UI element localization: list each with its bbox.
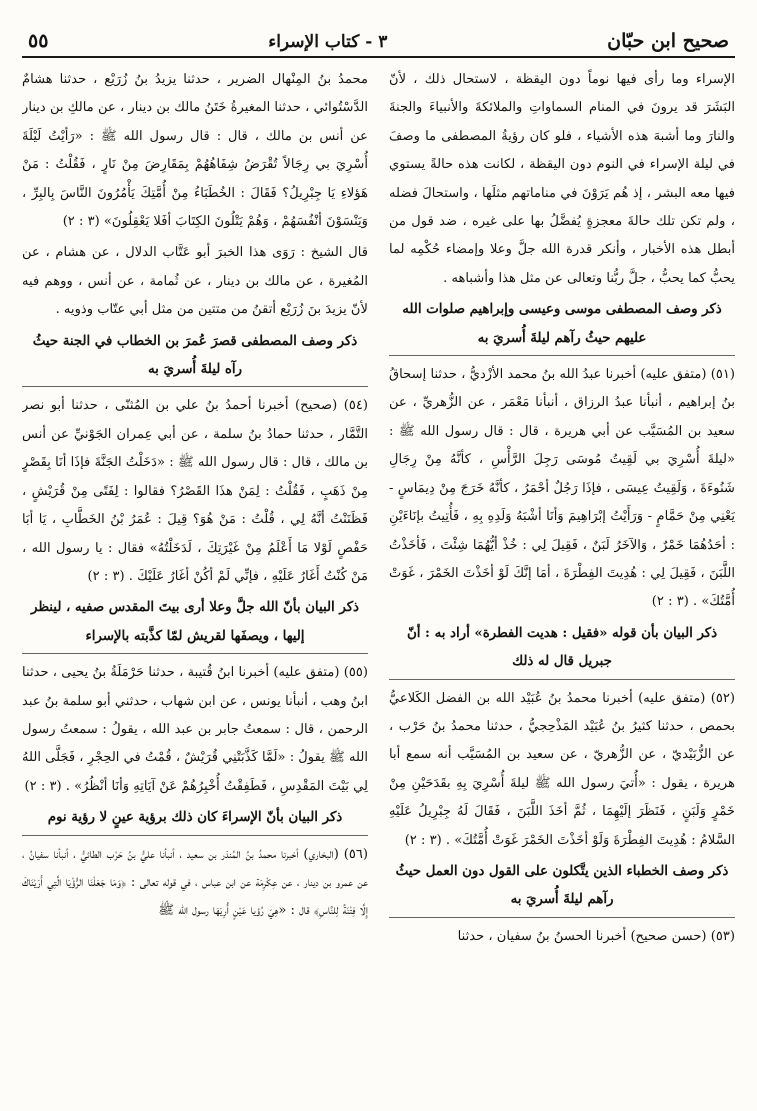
- running-header: [22, 14, 735, 58]
- section-heading: ذكر البيان بأنّ الإسراءَ كان ذلك برؤية عينٍ لا رؤية نوم: [22, 804, 368, 835]
- text-columns: [22, 66, 735, 1101]
- left-column: [22, 66, 368, 1101]
- section-heading: ذكر البيان بأنّ الله جلَّ وعلا أرى بيتَ المقدس صفيه ، لينظر إليها ، ويصفَها لقريش لمّا كذَّبته بالإسراء: [22, 594, 368, 654]
- hadith-paragraph: محمدُ بنُ المِنْهال الضرير ، حدثنا يزيدُ بنُ زُرَيْع ، حدثنا هشامٌ الدَّسْتُوائي ، حدثنا المغيرةُ خَتَنُ مالك بن دينار ، عن مالكِ بن دينار عن أنس بن مالك ، قال : قال رسول الله ﷺ : «رَأيْتُ لَيْلَةَ أُسْرِيَ بي رِجَالاً تُقْرَضُ شِفَاهُهُمْ بِمَقَارِضَ مِنْ نَارٍ ، فَقُلْتُ : مَنْ هَؤلاءِ يَا جِبْرِيلُ؟ فَقَالَ : الخُطَبَاءُ مِنْ أُمَّتِكَ يَأْمُرُونَ النَّاسَ بِالبِرِّ ، وَيَنْسَوْنَ أنْفُسَهُمْ ، وَهُمْ يَتْلُونَ الكِتَابَ أفَلا يَعْقِلُونَ» (٣ : ٢): [22, 72, 368, 230]
- paragraph: الإسراء وما رأى فيها نوماً دون اليقظة ، لاستحال ذلك ، لأنّ البَشَرَ قد يرونَ في المنام السماواتِ والملائكةَ والأنبياءَ والجنةَ والنارَ وما أشبهَ هذه الأشياء ، فلو كان رؤيةُ المصطفى ما وصفَ في ليلة الإسراء في النوم دون اليقظة ، لكانت هذه حالةً يستوي فيها معه البشر ، إذ هُم يَرَوْنَ في مناماتهم مثلَها ، واستحالَ فضله ، ولم تكن تلك حالةَ معجزةٍ يُفضَّلُ بها على غيره ، ضد قول من أبطل هذه الأخبار ، وأنكر قدرة الله جلَّ وعلا وإمضاء حُكْمِه لما يحبُّ كما يحبُّ ، جلَّ ربُّنا وتعالى عن مثل هذا وأشباهه .: [389, 72, 735, 286]
- hadith-paragraph: (٥٥) (متفق عليه) أخبرنا ابنُ قُتيبة ، حدثنا حَرْمَلَةُ بنُ يحيى ، حدثنا ابنُ وهب ، أنبأنا يونس ، عن ابن شهاب ، حدثني أبو سلمة بنُ عبد الرحمن ، قال : سمعتُ جابر بن عبد الله ، يقولُ : سمعتُ رسول الله ﷺ يقولُ : «لَمَّا كَذَّبَتْنِي قُرَيْشٌ ، قُمْتُ في الحِجْرِ ، فَجَلَّى اللهُ لِي بَيْتَ المَقْدِسِ ، فَطَفِقْتُ أُخْبِرُهُمْ عَنْ آيَاتِهِ وَأنَا أنْظُرُ» . (٣ : ٢): [22, 665, 368, 794]
- chapter-title: ٣ - كتاب الإسراء: [268, 32, 388, 52]
- right-column: [389, 66, 735, 1101]
- hadith-paragraph: (٥٦) (البخاري) أخبرنا محمدُ بنُ المُنذر بن سعيد ، أنبأنا عليُّ بنُ حَرْب الطائيُّ ، أنبأنا سفيانُ ، عن عمرو بن دينار ، عن عِكْرِمَة عن ابن عباس ، في قوله تعالى : ﴿وَمَا جَعَلْنَا الرُّؤْيَا الَّتِي أَرَيْنَاكَ إِلَّا فِتْنَةً لِلنَّاسِ﴾ قال : «هِيَ رُؤيا عَيْنٍ أُرِيَهَا رسول الله ﷺ: [22, 846, 368, 919]
- book-title: صحيح ابن حبّان: [607, 30, 729, 52]
- section-heading: ذكر وصف المصطفى قصرَ عُمرَ بن الخطاب في الجنة حيثُ رآه ليلةَ أُسريَ به: [22, 328, 368, 388]
- hadith-paragraph: (٥١) (متفق عليه) أخبرنا عبدُ الله بنُ محمد الأزْديُّ ، حدثنا إسحاقُ بنُ إبراهيم ، أنبأنا عبدُ الرزاق ، أنبأنا مَعْمَر ، عن الزُّهريِّ ، عن سعيد بن المُسَيَّب عن أبي هريرة ، قال : قال رسول الله ﷺ : «ليلةَ أُسْرِيَ بي لَقِيتُ مُوسَى رَجِلَ الرَّأْسِ ، كأنَّهُ مِنْ رِجَالِ شَنُوءَةَ ، وَلَقِيتُ عِيسَى ، فإذَا رَجُلٌ أحْمَرُ ، كأنَّهُ خَرَجَ مِنْ دِيمَاسٍ - يَعْنِي مِنْ حَمَّامٍ - وَرَأَيْتُ إبْرَاهِيمَ وَأنَا أشْبَهُ وَلَدِهِ بِهِ ، فَأُتِيتُ بإنَاءَيْنِ : أحَدُهُمَا خَمْرٌ ، وَالآخَرُ لَبَنٌ ، فَقِيلَ لِي : خُذْ أيُّهُمَا شِئْتَ ، فَأخَذْتُ اللَّبَنَ ، فَقِيلَ لِي : هُدِيتَ الفِطْرَةَ ، أمَا إنَّكَ لَوْ أخَذْتَ الخَمْرَ ، غَوَتْ أُمَّتُكَ» . (٣ : ٢): [389, 367, 735, 610]
- hadith-paragraph: (٥٢) (متفق عليه) أخبرنا محمدُ بنُ عُبَيْد الله بن الفضل الكَلاعيُّ بحمص ، حدثنا كثيرُ بنُ عُبَيْد المَذْحِجيُّ ، حدثنا محمدُ بنُ حَرْب ، عن الزُّبَيْديّ ، عن الزُّهريّ ، عن سعيد بن المُسَيَّب أنه سمع أبا هريرة ، يقول : «أُتيَ رسول الله ﷺ ليلةَ أُسْرِيَ بِهِ بقَدَحَيْنِ مِنْ خَمْرٍ وَلَبَنٍ ، فَنَظَرَ إلَيْهِمَا ، ثُمَّ أخَذَ اللَّبَنَ ، فَقَالَ لَهُ جِبْرِيلُ عَلَيْهِ السَّلامُ : هُدِيتَ الفِطْرَةَ وَلَوْ أخَذْتَ الخَمْرَ غَوَتْ أُمَّتُكَ» . (٣ : ٢): [389, 690, 735, 848]
- section-heading: ذكر وصف المصطفى موسى وعيسى وإبراهيم صلوات الله عليهم حيثُ رآهم ليلةَ أُسريَ به: [389, 296, 735, 356]
- page-number: ٥٥: [28, 30, 49, 52]
- paragraph: قال الشيخ : رَوَى هذا الخبرَ أبو عَتَّاب الدلال ، عن هشام ، عن المُغيرة ، عن مالك بن دينار ، عن ثُمامة ، عن أنس ، ووهم فيه لأنّ يزيدَ بنَ زُرَيْع أتقنُ من متتين من مثل أبي عتّاب وذويه .: [22, 245, 368, 318]
- section-heading: ذكر البيان بأن قوله «فقيل : هديت الفطرة» أراد به : أنّ جبريل قال له ذلك: [389, 620, 735, 680]
- hadith-paragraph: (٥٤) (صحيح) أخبرنا أحمدُ بنُ علي بن المُثنّى ، حدثنا أبو نصر التَّمَّار ، حدثنا حمادُ بنُ سلمة ، عن أبي عِمران الجَوْنيِّ عن أنس بن مالك ، قال : قال رسول الله ﷺ : «دَخَلْتُ الجَنَّةَ فإذَا أنَا بِقَصْرٍ مِنْ ذَهَبٍ ، فَقُلْتُ : لِمَنْ هذَا القَصْرُ؟ فقالوا : لِفَتًى مِنْ قُرَيْشٍ ، فَظَنَنْتُ أنَّهُ لِي ، قُلْتُ : مَنْ هُوَ؟ قِيلَ : عُمَرُ بْنُ الخَطَّابِ ، يَا أبَا حَفْصٍ لَوْلا مَا أَعْلَمُ مِنْ غَيْرَتِكَ ، لَدَخَلْتُهُ» فقال : يا رسول الله ، مَنْ كُنْتُ أَغَارُ عَلَيْهِ ، فإنِّي لَمْ أكُنْ أغَارُ عَلَيْكَ . (٣ : ٢): [22, 398, 368, 584]
- hadith-paragraph: (٥٣) (حسن صحيح) أخبرنا الحسنُ بنُ سفيان ، حدثنا: [457, 928, 735, 944]
- section-heading: ذكر وصف الخطباء الذين يتَّكلون على القول دون العمل حيثُ رآهم ليلةَ أُسريَ به: [389, 858, 735, 918]
